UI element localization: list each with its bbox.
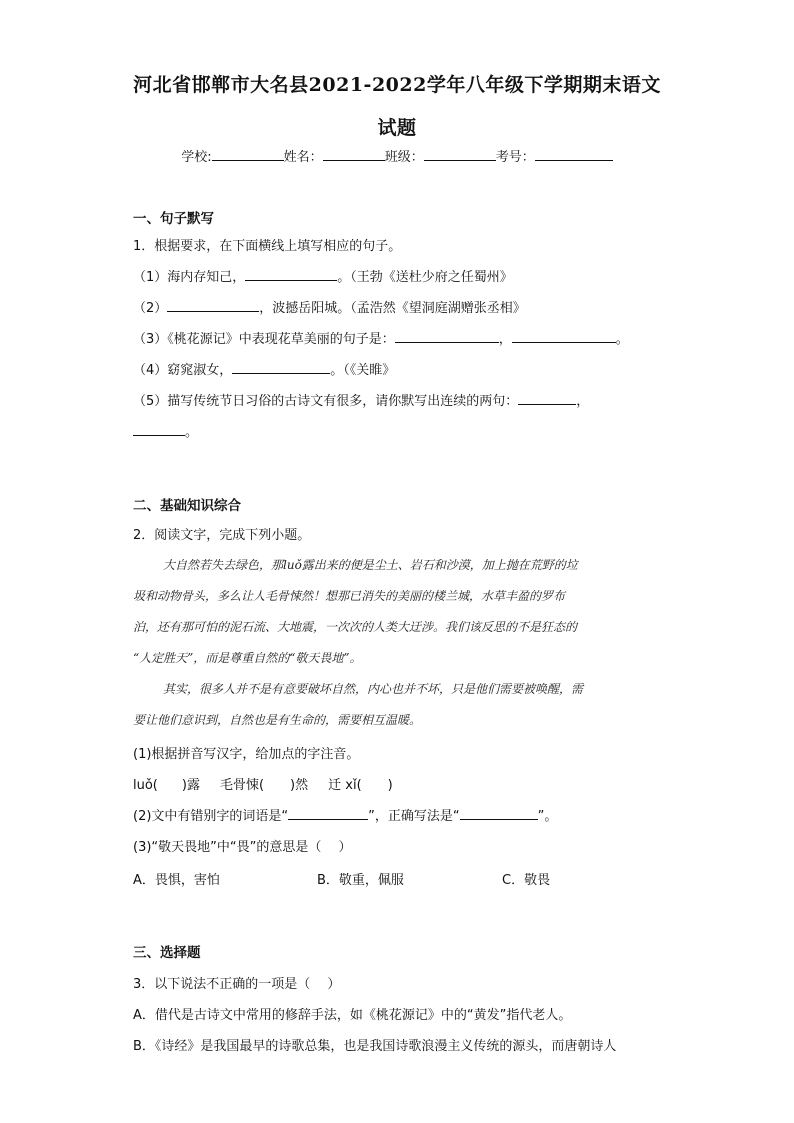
q1-item2-post: ，波撼岳阳城。（孟浩然《望洞庭湖赠张丞相》 [259, 301, 526, 316]
pinyin-c-open: 迁 xǐ( [328, 778, 362, 793]
q2-sub2-mid: ”，正确写法是“ [368, 809, 460, 824]
q3-option-b[interactable]: B．《诗经》是我国最早的诗歌总集，也是我国诗歌浪漫主义传统的源头，而唐朝诗人 [133, 1039, 617, 1054]
pinyin-a-close: )露 [181, 778, 200, 793]
exam-title-line1: 河北省邯郸市大名县2021-2022学年八年级下学期期末语文 [133, 74, 661, 96]
exam-title-line2: 试题 [377, 117, 417, 139]
passage-line: 大自然若失去绿色，那luǒ露出来的便是尘土、岩石和沙漠，加上抛在荒野的垃 [163, 558, 578, 572]
passage-line: 其实，很多人并不是有意要破坏自然，内心也并不坏，只是他们需要被唤醒，需 [163, 682, 584, 696]
q2-sub1: (1)根据拼音写汉字，给加点的字注音。 [133, 747, 360, 762]
q1-item1-pre: （1）海内存知己， [133, 270, 246, 285]
q1-item3-blank-b[interactable] [512, 330, 616, 343]
pinyin-c-close: ) [387, 778, 393, 793]
q1-item5-pre: （5）描写传统节日习俗的古诗文有很多，请你默写出连续的两句： [133, 394, 519, 409]
q1-item2-pre: （2） [133, 301, 168, 316]
section1-heading: 一、句子默写 [133, 211, 214, 227]
q3-option-a[interactable]: A．借代是古诗文中常用的修辞手法，如《桃花源记》中的“黄发”指代老人。 [133, 1008, 572, 1023]
passage-line: 圾和动物骨头，多么让人毛骨悚然！想那已消失的美丽的楼兰城，水草丰盈的罗布 [133, 589, 566, 603]
section3-heading: 三、选择题 [133, 945, 201, 961]
q1-item3-post: 。 [615, 332, 629, 347]
class-blank[interactable] [424, 148, 496, 161]
q1-item5-end: 。 [185, 425, 199, 440]
q1-item3 [133, 328, 629, 347]
q1-item4-post: 。（《关睢》 [330, 363, 396, 378]
class-label: 班级： [384, 150, 424, 165]
q1-item1 [133, 266, 513, 285]
q2-sub1-pinyin-row [133, 774, 393, 793]
q1-item3-pre: （3）《桃花源记》中表现花草美丽的句子是： [133, 332, 395, 347]
school-label: 学校: [181, 150, 212, 165]
q1-item2-blank[interactable] [167, 299, 259, 312]
number-label: 考号： [495, 150, 535, 165]
passage-line: 泊，还有那可怕的泥石流、大地震，一次次的人类大迂涉。我们该反思的不是狂态的 [133, 620, 578, 634]
passage-line: “人定胜天”，而是尊重自然的“敬天畏地”。 [133, 651, 362, 665]
section2-heading: 二、基础知识综合 [133, 498, 241, 514]
pinyin-b-open: 毛骨悚( [219, 778, 265, 793]
school-blank[interactable] [212, 148, 284, 161]
passage-line: 要让他们意识到，自然也是有生命的，需要相互温暖。 [133, 713, 422, 727]
q2-sub2-post: ”。 [537, 809, 558, 824]
pinyin-a-open: luǒ( [133, 778, 158, 793]
q1-item3-mid: ， [498, 332, 512, 347]
q1-item4-blank[interactable] [232, 361, 330, 374]
q1-item1-post: 。（王勃《送杜少府之任蜀州》 [337, 270, 513, 285]
q2-option-a[interactable]: A．畏惧，害怕 [133, 873, 220, 888]
name-label: 姓名： [283, 150, 323, 165]
q1-item5-blank-b[interactable] [133, 423, 185, 436]
question2-stem: 2．阅读文字，完成下列小题。 [133, 528, 311, 543]
q1-item5-post: ， [576, 394, 590, 409]
q1-item4-pre: （4）窈窕淑女， [133, 363, 233, 378]
question3-stem: 3．以下说法不正确的一项是（ ） [133, 977, 341, 992]
question1-stem: 1．根据要求，在下面横线上填写相应的句子。 [133, 239, 402, 254]
name-blank[interactable] [323, 148, 385, 161]
q2-sub2-blank-a[interactable] [288, 807, 368, 820]
q1-item2 [133, 297, 526, 316]
q1-item1-blank[interactable] [245, 268, 337, 281]
q2-sub2-blank-b[interactable] [460, 807, 538, 820]
q1-item5-continued [133, 421, 198, 440]
q2-option-b[interactable]: B．敬重，佩服 [317, 873, 404, 888]
number-blank[interactable] [535, 148, 613, 161]
q1-item3-blank-a[interactable] [395, 330, 499, 343]
q2-sub2 [133, 805, 557, 824]
q2-option-c[interactable]: C．敬畏 [502, 873, 551, 888]
pinyin-b-close: )然 [290, 778, 309, 793]
q1-item5 [133, 390, 589, 409]
q2-sub2-pre: (2)文中有错别字的词语是“ [133, 809, 289, 824]
q2-sub3: (3)“敬天畏地”中“畏”的意思是（ ） [133, 840, 352, 855]
student-info-row [0, 146, 794, 165]
q1-item5-blank-a[interactable] [518, 392, 576, 405]
q1-item4 [133, 359, 395, 378]
